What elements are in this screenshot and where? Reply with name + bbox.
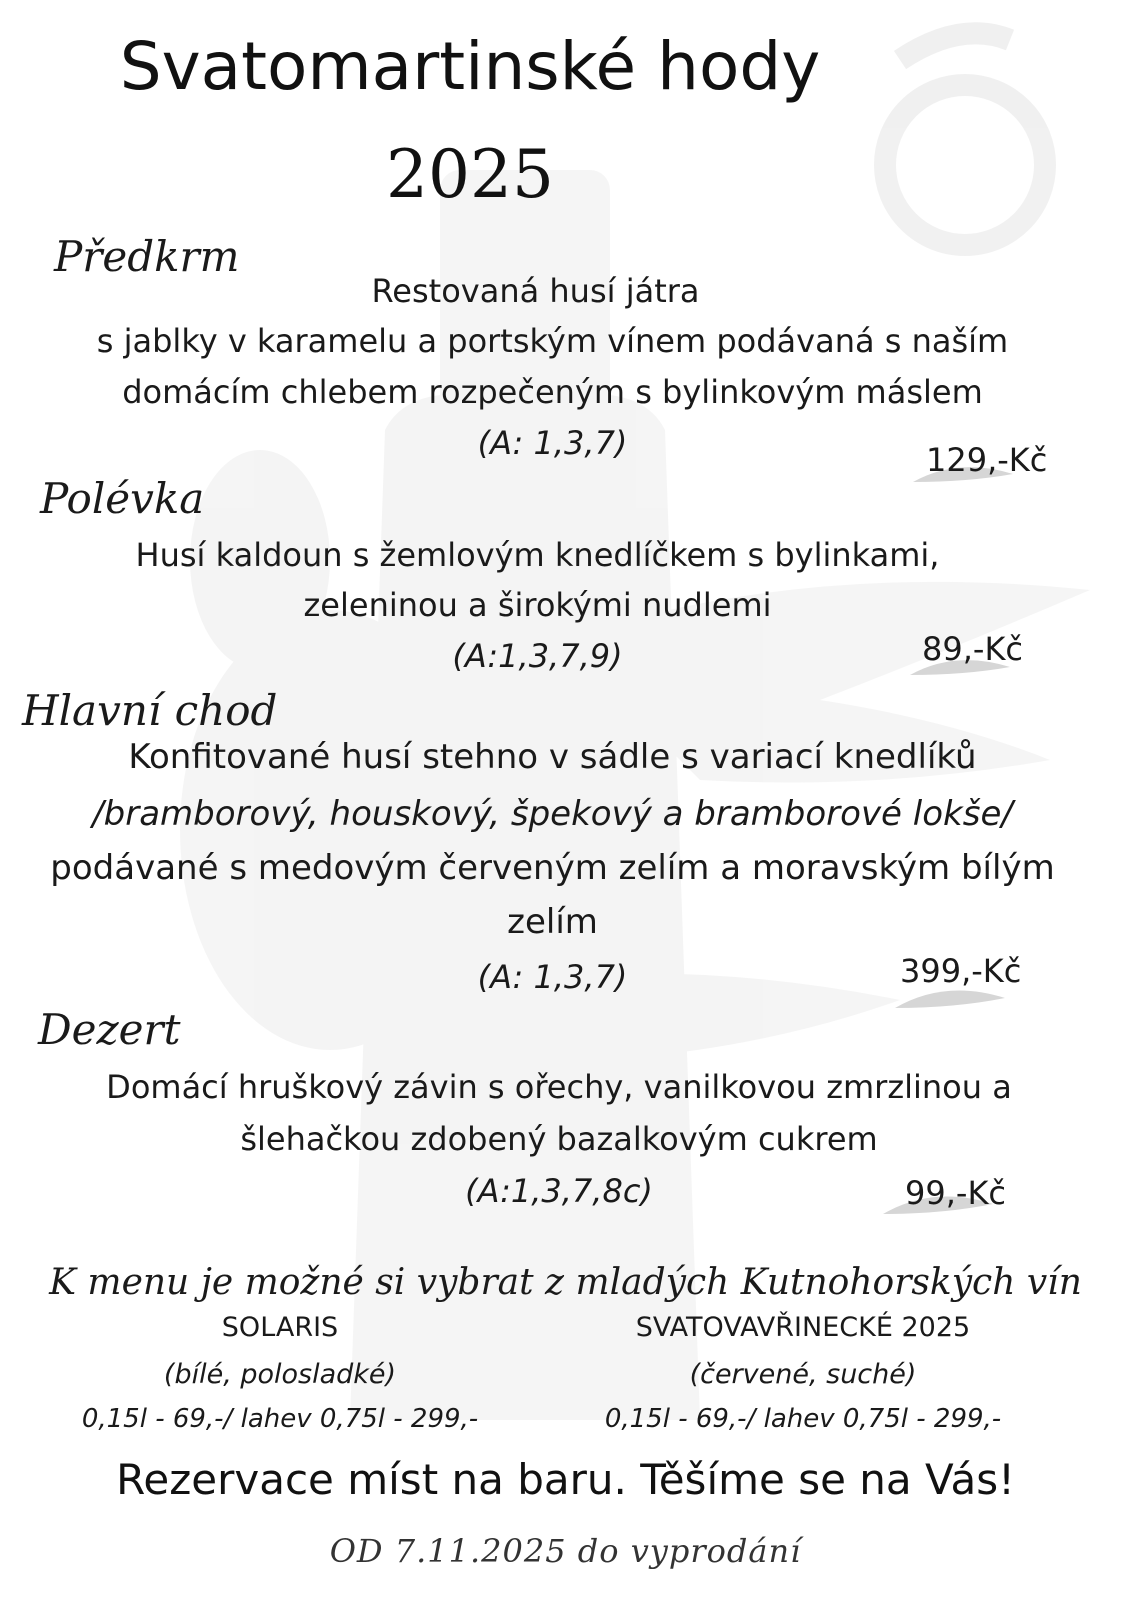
main-line-3: podávané s medovým červeným zelím a moravským bílým [50, 848, 1055, 888]
wine-price: 0,15l - 69,-/ lahev 0,75l - 299,- [604, 1404, 1002, 1434]
dessert-line-1: Domácí hruškový závin s ořechy, vanilkovou zmrzlinou a [106, 1068, 1012, 1106]
page-title-year: 2025 [386, 136, 554, 213]
wine-intro: K menu je možné si vybrat z mladých Kutnohorských vín [49, 1262, 1082, 1303]
appetizer-line-1: Restovaná husí játra [371, 272, 700, 310]
dessert-allergens: (A:1,3,7,8c) [465, 1172, 653, 1210]
page-title: Svatomartinské hody [119, 28, 821, 105]
main-allergens: (A: 1,3,7) [477, 958, 628, 996]
dessert-line-2: šlehačkou zdobený bazalkovým cukrem [240, 1120, 878, 1158]
section-heading-soup: Polévka [40, 474, 205, 523]
wine-price: 0,15l - 69,-/ lahev 0,75l - 299,- [81, 1404, 479, 1434]
wine-item-svatovavrinecke [548, 1312, 1058, 1434]
wine-description: (červené, suché) [689, 1359, 917, 1390]
main-line-2: /bramborový, houskový, špekový a bramborové lokše/ [92, 794, 1013, 834]
main-line-4: zelím [507, 902, 598, 942]
appetizer-line-2: s jablky v karamelu a portským vínem podávaná s naším [96, 322, 1009, 360]
validity-note: OD 7.11.2025 do vyprodání [329, 1532, 802, 1570]
dessert-price: 99,-Kč [905, 1174, 1007, 1212]
soup-line-1: Husí kaldoun s žemlovým knedlíčkem s bylinkami, [135, 536, 940, 574]
wine-name: SVATOVAVŘINECKÉ 2025 [635, 1312, 971, 1343]
appetizer-allergens: (A: 1,3,7) [477, 424, 628, 462]
wine-description: (bílé, polosladké) [163, 1359, 397, 1390]
wine-item-solaris [30, 1312, 530, 1434]
appetizer-price: 129,-Kč [926, 441, 1048, 479]
soup-allergens: (A:1,3,7,9) [452, 637, 623, 675]
soup-line-2: zeleninou a širokými nudlemi [303, 586, 772, 624]
reservation-note: Rezervace míst na baru. Těšíme se na Vás! [116, 1455, 1015, 1504]
main-line-1: Konfitované husí stehno v sádle s variací knedlíků [128, 737, 977, 777]
appetizer-line-3: domácím chlebem rozpečeným s bylinkovým máslem [122, 373, 983, 411]
main-price: 399,-Kč [900, 952, 1022, 990]
section-heading-main: Hlavní chod [22, 686, 278, 735]
soup-price: 89,-Kč [922, 630, 1024, 668]
wine-name: SOLARIS [221, 1312, 339, 1343]
section-heading-appetizer: Předkrm [54, 232, 240, 281]
section-heading-dessert: Dezert [38, 1005, 181, 1054]
